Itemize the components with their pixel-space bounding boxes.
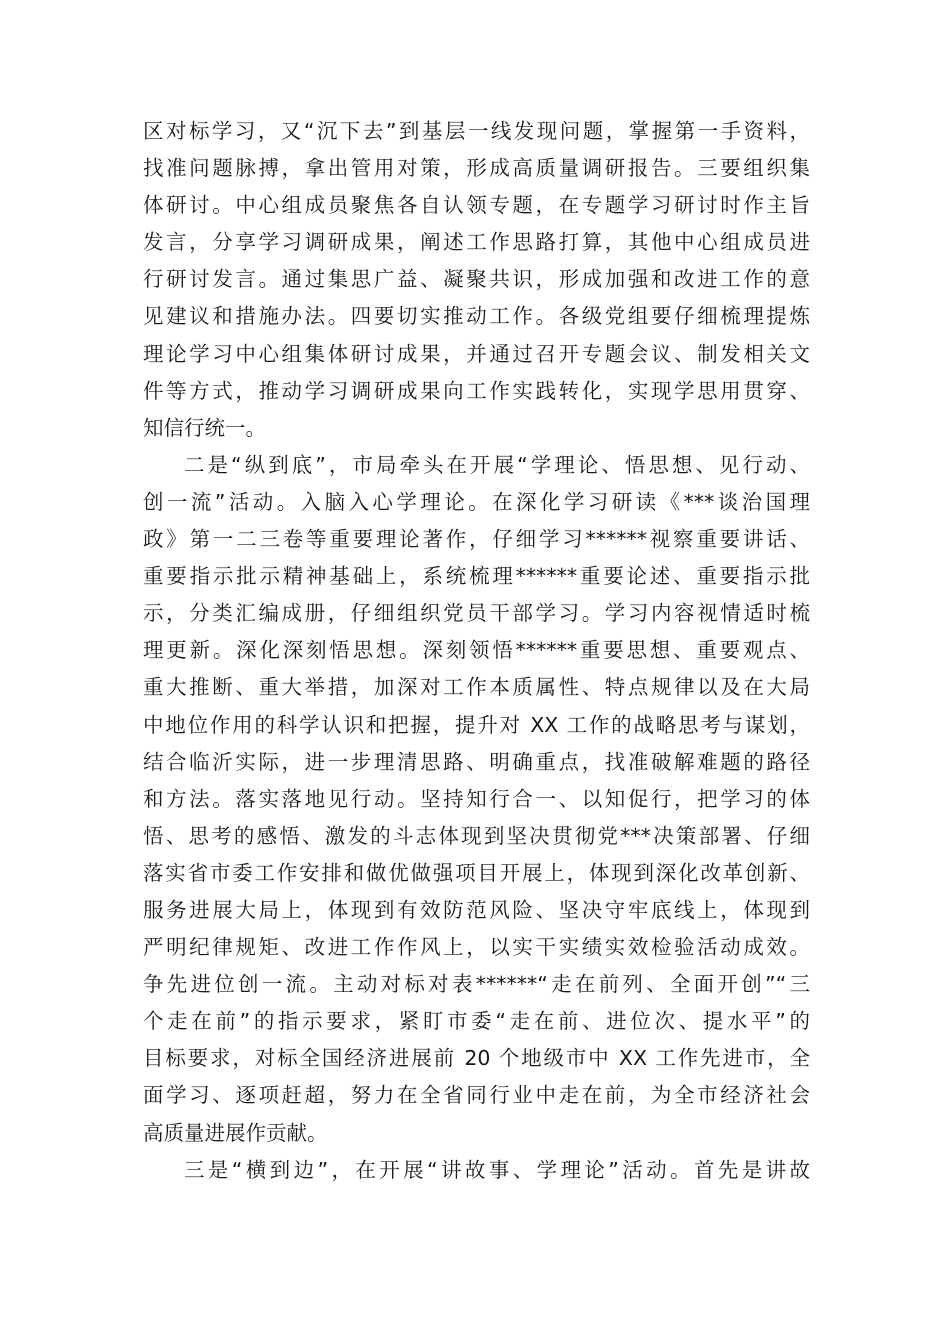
text-line: 中地位作用的科学认识和把握，提升对 XX 工作的战略思考与谋划， xyxy=(143,712,810,737)
text-line: 示，分类汇编成册，仔细组织党员干部学习。学习内容视情适时梳 xyxy=(143,601,810,626)
text-line: 区对标学习，又“沉下去”到基层一线发现问题，掌握第一手资料， xyxy=(143,119,810,143)
text-line: 创一流”活动。入脑入心学理论。在深化学习研读《***谈治国理 xyxy=(143,489,810,514)
text-line: 三是“横到边”，在开展“讲故事、学理论”活动。首先是讲故 xyxy=(184,1157,810,1182)
text-line: 悟、思考的感悟、激发的斗志体现到坚决贯彻党***决策部署、仔细 xyxy=(143,823,810,848)
text-line: 理更新。深化深刻悟思想。深刻领悟******重要思想、重要观点、 xyxy=(143,638,810,663)
text-line: 目标要求，对标全国经济进展前 20 个地级市中 XX 工作先进市，全 xyxy=(143,1046,810,1071)
document-body xyxy=(143,113,810,1189)
text-line: 结合临沂实际，进一步理清思路、明确重点，找准破解难题的路径 xyxy=(143,749,810,774)
text-line: 和方法。落实落地见行动。坚持知行合一、以知促行，把学习的体 xyxy=(143,786,810,811)
text-line: 高质量进展作贡献。 xyxy=(143,1120,328,1145)
text-line: 重大推断、重大举措，加深对工作本质属性、特点规律以及在大局 xyxy=(143,675,810,700)
text-line: 政》第一二三卷等重要理论著作，仔细学习******视察重要讲话、 xyxy=(143,527,810,552)
text-line: 个走在前”的指示要求，紧盯市委“走在前、进位次、提水平”的 xyxy=(143,1009,810,1034)
text-line: 面学习、逐项赶超，努力在全省同行业中走在前，为全市经济社会 xyxy=(143,1083,810,1108)
text-line: 行研讨发言。通过集思广益、凝聚共识，形成加强和改进工作的意 xyxy=(143,267,810,292)
text-line: 争先进位创一流。主动对标对表******“走在前列、全面开创”“三 xyxy=(143,972,810,997)
text-line: 二是“纵到底”，市局牵头在开展“学理论、悟思想、见行动、 xyxy=(184,452,810,477)
text-line: 见建议和措施办法。四要切实推动工作。各级党组要仔细梳理提炼 xyxy=(143,304,810,329)
text-line: 知信行统一。 xyxy=(143,415,266,440)
text-line: 服务进展大局上，体现到有效防范风险、坚决守牢底线上，体现到 xyxy=(143,897,810,922)
text-line: 体研讨。中心组成员聚焦各自认领专题，在专题学习研讨时作主旨 xyxy=(143,193,810,218)
text-line: 重要指示批示精神基础上，系统梳理******重要论述、重要指示批 xyxy=(143,564,810,589)
text-line: 严明纪律规矩、改进工作作风上，以实干实绩实效检验活动成效。 xyxy=(143,935,810,960)
text-line: 理论学习中心组集体研讨成果，并通过召开专题会议、制发相关文 xyxy=(143,341,810,366)
text-line: 落实省市委工作安排和做优做强项目开展上，体现到深化改革创新、 xyxy=(143,860,810,885)
text-line: 找准问题脉搏，拿出管用对策，形成高质量调研报告。三要组织集 xyxy=(143,156,810,181)
text-line: 发言，分享学习调研成果，阐述工作思路打算，其他中心组成员进 xyxy=(143,230,810,255)
text-line: 件等方式，推动学习调研成果向工作实践转化，实现学思用贯穿、 xyxy=(143,378,810,403)
